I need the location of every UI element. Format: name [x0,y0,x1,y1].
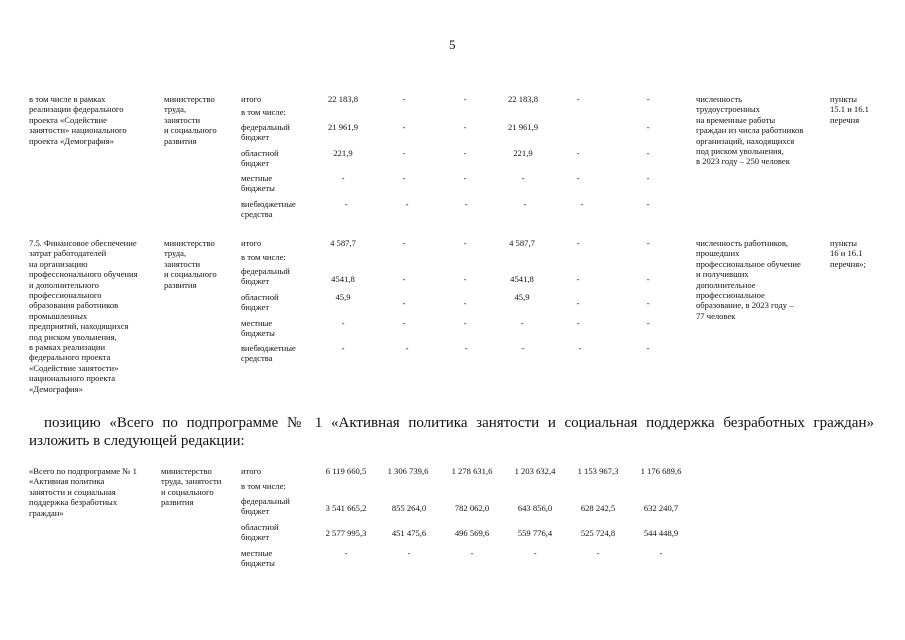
cell-regional-sum: 2 577 995,3 [325,528,367,538]
cell-local-y2023: - [596,548,600,558]
cell-extrabudget-y2021: - [464,199,468,209]
cell-federal-y2022: 4541,8 [510,274,534,284]
cell-extrabudget-y2022: - [523,199,527,209]
row-label-including: в том числе: [241,481,286,491]
cell-total-y2021: 1 278 631,6 [451,466,493,476]
cell-federal-sum: 4541,8 [331,274,355,284]
cell-regional-y2022: 559 776,4 [517,528,553,538]
cell-local-sum: - [344,548,348,558]
executor-name: министерство труда, занятости и социального развития [164,94,217,146]
cell-federal-y2021: 782 062,0 [454,503,490,513]
cell-local-y2021: - [463,173,467,183]
cell-regional-y2024: - [646,148,650,158]
row-label-federal: федеральный бюджет [241,122,290,143]
cell-federal-y2024: 632 240,7 [643,503,679,513]
cell-local-y2024: - [646,318,650,328]
cell-local-y2020: - [402,173,406,183]
cell-regional-y2022: 221,9 [513,148,533,158]
row-label-regional: областной бюджет [241,522,279,543]
cell-extrabudget-y2020: - [405,199,409,209]
cell-regional-y2023: - [576,148,580,158]
cell-total-y2020: - [402,94,406,104]
cell-extrabudget-y2023: - [578,343,582,353]
cell-extrabudget-y2024: - [646,199,650,209]
row-label-extrabudget: внебюджетные средства [241,199,296,220]
cell-total-y2023: - [576,238,580,248]
cell-federal-y2020: - [402,122,406,132]
cell-regional-y2020: - [402,298,406,308]
cell-extrabudget-sum: - [341,343,345,353]
cell-federal-y2023: 628 242,5 [580,503,616,513]
cell-total-y2024: - [646,94,650,104]
cell-regional-y2023: - [576,298,580,308]
cell-federal-sum: 3 541 665,2 [325,503,367,513]
cell-total-y2024: 1 176 689,6 [640,466,682,476]
cell-total-y2021: - [463,94,467,104]
cell-extrabudget-y2021: - [464,343,468,353]
cell-local-y2022: - [533,548,537,558]
cell-local-sum: - [341,173,345,183]
cell-total-sum: 4 587,7 [330,238,356,248]
cell-local-y2023: - [576,318,580,328]
row-label-local: местные бюджеты [241,548,275,569]
row-label-regional: областной бюджет [241,148,279,169]
cell-local-y2022: - [521,173,525,183]
cell-federal-y2021: - [463,122,467,132]
cell-regional-y2020: 451 475,6 [391,528,427,538]
body-paragraph-line1: позицию «Всего по подпрограмме № 1 «Активная политика занятости и социальная поддержка безработных граждан» [44,415,874,431]
row-label-regional: областной бюджет [241,292,279,313]
cell-total-sum: 6 119 660,5 [325,466,367,476]
row-label-local: местные бюджеты [241,318,275,339]
cell-regional-sum: 221,9 [333,148,353,158]
cell-federal-y2024: - [646,122,650,132]
row-label-total: итого [241,238,262,248]
cell-federal-y2020: 855 264,0 [391,503,427,513]
executor-name: министерство труда, занятости и социального развития [161,466,222,508]
cell-extrabudget-y2024: - [646,343,650,353]
cell-local-y2021: - [470,548,474,558]
cell-total-y2023: 1 153 967,3 [577,466,619,476]
cell-regional-y2022: 45,9 [514,292,530,302]
cell-federal-y2022: 21 961,9 [507,122,539,132]
cell-federal-sum: 21 961,9 [327,122,359,132]
event-name: 7.5. Финансовое обеспечение затрат работодателей на организацию профессионального обучения и дополнительного профессионального образования работников промышленных предприятий, находящихся под риском увольнения, в рамках реализации федерального проекта «Содействие занятости» национального проекта «Демография» [29,238,138,394]
row-label-total: итого [241,94,262,104]
cell-total-y2023: - [576,94,580,104]
cell-total-y2021: - [463,238,467,248]
cell-federal-y2020: - [402,274,406,284]
indicator-text: численность трудоустроенных на временные работы граждан из числа работников организаций, находящихся под риском увольнения, в 2023 году – 250 человек [696,94,804,167]
cell-federal-y2021: - [463,274,467,284]
cell-total-y2022: 4 587,7 [509,238,535,248]
row-label-local: местные бюджеты [241,173,275,194]
cell-extrabudget-y2022: - [521,343,525,353]
cell-regional-y2020: - [402,148,406,158]
cell-local-y2021: - [463,318,467,328]
list-points: пункты 16 и 16.1 перечня»; [830,238,866,269]
row-label-including: в том числе: [241,107,286,117]
row-label-federal: федеральный бюджет [241,266,290,287]
row-label-total: итого [241,466,262,476]
cell-total-y2022: 22 183,8 [507,94,539,104]
cell-extrabudget-sum: - [344,199,348,209]
event-name: в том числе в рамках реализации федерального проекта «Содействие занятости» национального проекта «Демография» [29,94,127,146]
cell-local-y2023: - [576,173,580,183]
cell-regional-y2024: - [646,298,650,308]
cell-federal-y2023: - [576,274,580,284]
executor-name: министерство труда, занятости и социального развития [164,238,217,290]
indicator-text: численность работников, прошедших профессиональное обучение и получивших дополнительное профессиональное образование, в 2023 году – 77 человек [696,238,801,321]
cell-local-y2022: - [520,318,524,328]
cell-local-y2020: - [402,318,406,328]
cell-regional-y2021: 496 569,6 [454,528,490,538]
cell-total-sum: 22 183,8 [327,94,359,104]
cell-federal-y2022: 643 856,0 [517,503,553,513]
page-number: 5 [449,37,456,52]
cell-extrabudget-y2020: - [405,343,409,353]
cell-total-y2024: - [646,238,650,248]
cell-regional-y2021: - [463,148,467,158]
cell-local-y2020: - [407,548,411,558]
cell-regional-y2021: - [463,298,467,308]
cell-regional-sum: 45,9 [335,292,351,302]
cell-total-y2020: 1 306 739,6 [387,466,429,476]
cell-regional-y2023: 525 724,8 [580,528,616,538]
cell-local-y2024: - [659,548,663,558]
cell-regional-y2024: 544 448,9 [643,528,679,538]
cell-total-y2020: - [402,238,406,248]
row-label-federal: федеральный бюджет [241,496,290,517]
cell-extrabudget-y2023: - [580,199,584,209]
cell-federal-y2024: - [646,274,650,284]
cell-local-sum: - [341,318,345,328]
list-points: пункты 15.1 и 16.1 перечня [830,94,869,125]
row-label-extrabudget: внебюджетные средства [241,343,296,364]
row-label-including: в том числе: [241,252,286,262]
body-paragraph-line2: изложить в следующей редакции: [29,433,245,449]
cell-total-y2022: 1 203 632,4 [514,466,556,476]
cell-local-y2024: - [646,173,650,183]
event-name: «Всего по подпрограмме № 1 «Активная политика занятости и социальная поддержка безработных граждан» [29,466,137,518]
